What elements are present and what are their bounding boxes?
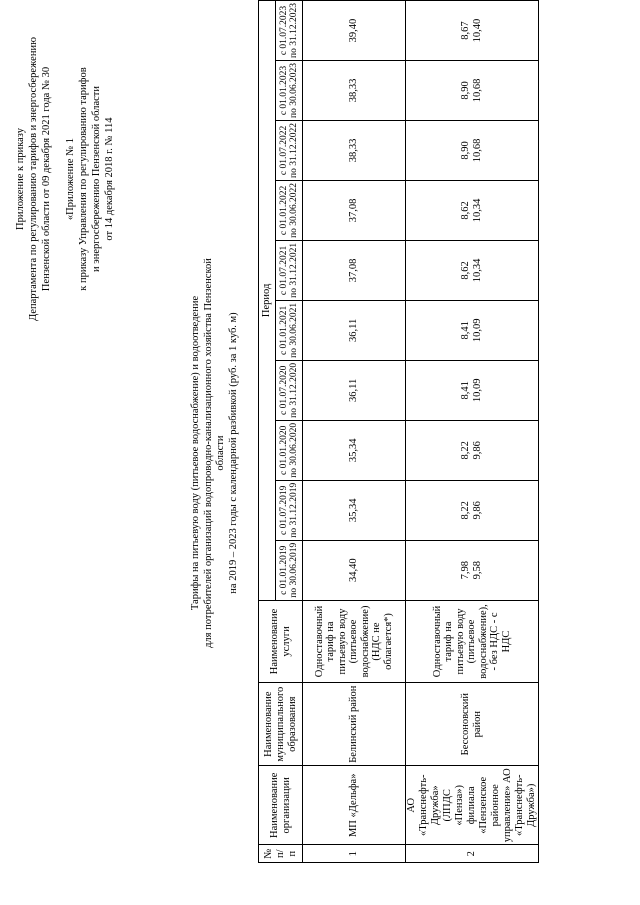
period-to: по 31.12.2020 bbox=[289, 362, 299, 418]
header-line: Приложение к приказу bbox=[15, 128, 26, 230]
cell-value bbox=[303, 420, 406, 480]
tariff-value: 10,40 bbox=[472, 18, 483, 43]
cell-value bbox=[303, 1, 406, 61]
cell-num: 1 bbox=[303, 845, 406, 863]
document-title bbox=[190, 253, 240, 653]
tariff-value: 8,62 bbox=[460, 201, 471, 220]
table-body bbox=[303, 1, 539, 863]
period-from: с 01.07.2023 bbox=[278, 5, 289, 56]
tariff-value: 8,22 bbox=[460, 441, 471, 460]
period-from: с 01.01.2023 bbox=[278, 65, 289, 116]
cell-mun: Бессоновский район bbox=[406, 683, 539, 766]
tariff-value: 35,34 bbox=[348, 438, 359, 463]
period-from: с 01.07.2019 bbox=[278, 485, 289, 535]
cell-value bbox=[303, 360, 406, 420]
period-label bbox=[276, 180, 303, 240]
cell-value bbox=[303, 240, 406, 300]
tariff-table bbox=[258, 0, 539, 863]
cell-value bbox=[406, 480, 539, 540]
period-from: с 01.07.2022 bbox=[278, 125, 289, 176]
tariff-value: 8,90 bbox=[460, 81, 471, 100]
appendix-line: «Приложение № 1 bbox=[65, 137, 76, 221]
appendix-line: к приказу Управления по регулированию тарифов bbox=[78, 67, 89, 291]
tariff-value: 36,11 bbox=[348, 378, 359, 402]
appendix-line: и энергосбережению Пензенской области bbox=[91, 86, 102, 272]
period-label bbox=[276, 480, 303, 540]
tariff-value: 35,34 bbox=[348, 498, 359, 523]
period-label bbox=[276, 61, 303, 121]
period-from: с 01.01.2019 bbox=[278, 545, 289, 595]
appendix-line: от 14 декабря 2018 г. № 114 bbox=[104, 117, 115, 241]
tariff-value: 34,40 bbox=[348, 558, 359, 583]
table-row bbox=[303, 1, 406, 863]
period-label bbox=[276, 300, 303, 360]
cell-value bbox=[406, 120, 539, 180]
header-line: Департамента по регулированию тарифов и энергосбережению bbox=[28, 37, 39, 321]
period-to: по 31.12.2021 bbox=[289, 242, 299, 298]
tariff-value: 38,33 bbox=[348, 138, 359, 163]
header-svc: Наименование услуги bbox=[259, 600, 303, 683]
tariff-value: 36,11 bbox=[348, 318, 359, 342]
title-line: Тарифы на питьевую воду (питьевое водоснабжение) и водоотведение bbox=[190, 295, 201, 611]
period-to: по 30.06.2019 bbox=[289, 542, 299, 598]
tariff-value: 10,68 bbox=[472, 138, 483, 163]
appendix-header bbox=[64, 14, 116, 344]
tariff-value: 9,58 bbox=[472, 561, 483, 580]
tariff-value: 9,86 bbox=[472, 501, 483, 520]
cell-svc: Одноставочный тариф на питьевую воду (питьевое водоснабжение) (НДС не облагается*) bbox=[303, 600, 406, 683]
cell-value bbox=[406, 300, 539, 360]
cell-value bbox=[406, 420, 539, 480]
period-from: с 01.07.2021 bbox=[278, 245, 289, 296]
cell-value bbox=[406, 61, 539, 121]
tariff-value: 7,98 bbox=[460, 561, 471, 580]
period-from: с 01.07.2020 bbox=[278, 365, 289, 415]
period-to: по 30.06.2023 bbox=[289, 63, 299, 118]
tariff-value: 38,33 bbox=[348, 78, 359, 103]
period-label bbox=[276, 360, 303, 420]
header-org: Наименование организации bbox=[259, 766, 303, 845]
tariff-value: 39,40 bbox=[348, 18, 359, 43]
cell-value bbox=[303, 300, 406, 360]
cell-value bbox=[303, 480, 406, 540]
period-label bbox=[276, 540, 303, 600]
period-to: по 31.12.2023 bbox=[289, 3, 299, 58]
cell-mun: Белинский район bbox=[303, 683, 406, 766]
cell-value bbox=[406, 240, 539, 300]
cell-value bbox=[303, 61, 406, 121]
period-from: с 01.01.2021 bbox=[278, 305, 289, 356]
period-from: с 01.01.2022 bbox=[278, 185, 289, 236]
header-line: Пензенской области от 09 декабря 2021 года № 30 bbox=[41, 66, 52, 292]
period-to: по 30.06.2021 bbox=[289, 302, 299, 358]
title-line: для потребителей организаций водопроводно-канализационного хозяйства Пензенской области bbox=[202, 258, 226, 648]
header-mun: Наименование муниципального образования bbox=[259, 683, 303, 766]
order-header bbox=[14, 14, 53, 344]
cell-value bbox=[303, 180, 406, 240]
tariff-value: 8,41 bbox=[460, 321, 471, 340]
tariff-value: 8,90 bbox=[460, 141, 471, 160]
period-to: по 31.12.2022 bbox=[289, 122, 299, 178]
period-to: по 30.06.2020 bbox=[289, 422, 299, 478]
tariff-value: 10,34 bbox=[472, 198, 483, 223]
period-label bbox=[276, 1, 303, 61]
header-period: Период bbox=[259, 1, 276, 601]
table-row bbox=[406, 1, 539, 863]
period-to: по 30.06.2022 bbox=[289, 182, 299, 238]
tariff-value: 10,09 bbox=[472, 378, 483, 403]
cell-svc: Одноставочный тариф на питьевую воду (питьевое водоснабжение), - без НДС - с НДС bbox=[406, 600, 539, 683]
tariff-value: 37,08 bbox=[348, 198, 359, 223]
cell-value bbox=[303, 540, 406, 600]
title-line: на 2019 – 2023 годы с календарной разбивкой (руб. за 1 куб. м) bbox=[227, 312, 239, 594]
cell-value bbox=[406, 540, 539, 600]
period-label bbox=[276, 420, 303, 480]
cell-value bbox=[406, 180, 539, 240]
tariff-value: 8,22 bbox=[460, 501, 471, 520]
cell-org: МП «Дельфа» bbox=[303, 766, 406, 845]
tariff-value: 8,41 bbox=[460, 381, 471, 400]
header-num: № п/п bbox=[259, 845, 303, 863]
cell-value bbox=[406, 1, 539, 61]
tariff-value: 10,09 bbox=[472, 318, 483, 343]
tariff-value: 8,62 bbox=[460, 261, 471, 280]
period-from: с 01.01.2020 bbox=[278, 425, 289, 475]
tariff-value: 10,68 bbox=[472, 78, 483, 103]
period-to: по 31.12.2019 bbox=[289, 482, 299, 538]
period-label bbox=[276, 240, 303, 300]
period-label bbox=[276, 120, 303, 180]
tariff-value: 37,08 bbox=[348, 258, 359, 283]
cell-org: АО «Транснефть-Дружба» (ЛПДС «Пенза») филиала «Пензенское районное управление» АО «Транснефть-Дружба») bbox=[406, 766, 539, 845]
cell-value bbox=[303, 120, 406, 180]
tariff-value: 9,86 bbox=[472, 441, 483, 460]
tariff-value: 10,34 bbox=[472, 258, 483, 283]
cell-value bbox=[406, 360, 539, 420]
tariff-value: 8,67 bbox=[460, 21, 471, 40]
cell-num: 2 bbox=[406, 845, 539, 863]
